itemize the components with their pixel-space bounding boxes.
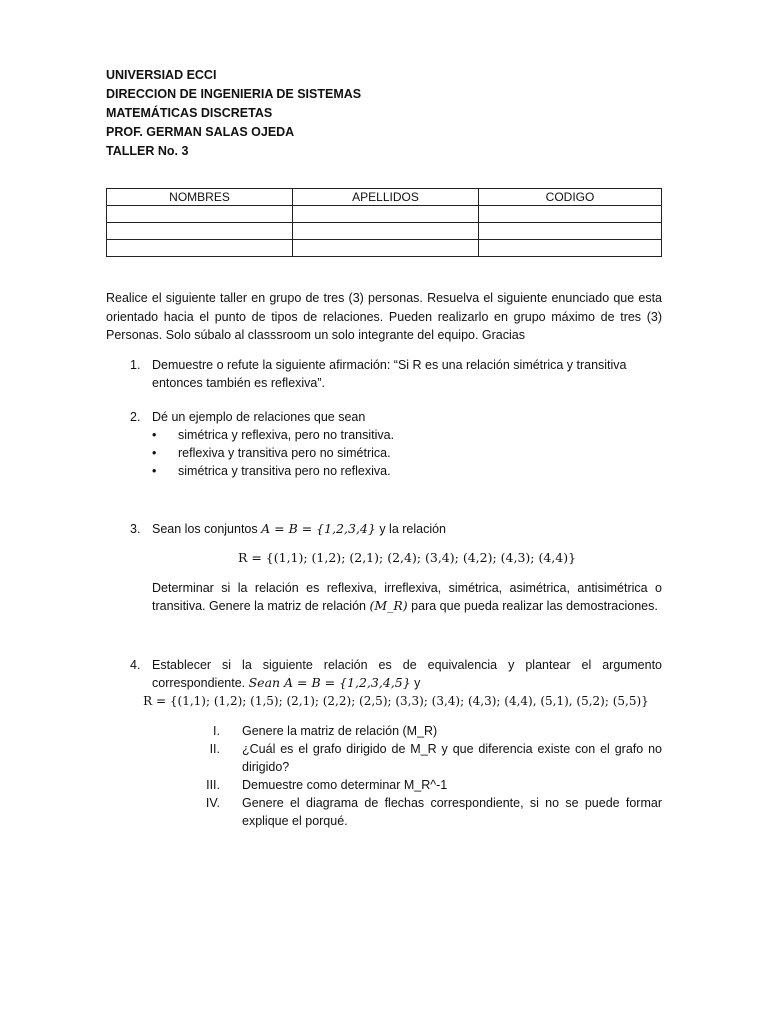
bullet-icon: • bbox=[152, 464, 157, 478]
table-cell[interactable] bbox=[479, 240, 662, 257]
question-text: Dé un ejemplo de relaciones que sean bbox=[152, 410, 366, 424]
relation-formula: R = {(1,1); (1,2); (2,1); (2,4); (3,4); (4,2); (4,3); (4,4)} bbox=[237, 550, 577, 565]
university-name: UNIVERSIAD ECCI bbox=[106, 68, 217, 82]
table-cell[interactable] bbox=[107, 240, 293, 257]
subquestion-item bbox=[130, 722, 662, 740]
list-item: • simétrica y reflexiva, pero no transitiva. bbox=[152, 428, 395, 442]
question-3 bbox=[130, 520, 662, 615]
bullet-icon: • bbox=[152, 446, 157, 460]
column-header-apellidos: APELLIDOS bbox=[293, 189, 479, 206]
question-text: Sean los conjuntos A = B = {1,2,3,4} y la relación bbox=[152, 521, 447, 536]
sets-formula: A = B = {1,2,3,4} bbox=[261, 521, 376, 536]
table-row bbox=[107, 240, 662, 257]
question-text: Establecer si la siguiente relación es de equivalencia y plantear el argumento correspondiente. Sean A = B = {1,2,3,4,5} y bbox=[152, 658, 662, 690]
table-cell[interactable] bbox=[293, 223, 479, 240]
bullet-list bbox=[130, 426, 662, 480]
list-item: • simétrica y transitiva pero no reflexiva. bbox=[152, 464, 391, 478]
subquestion-number: I. bbox=[213, 724, 220, 738]
document-header bbox=[106, 66, 361, 161]
question-number: 2. bbox=[130, 410, 141, 424]
table-cell[interactable] bbox=[107, 206, 293, 223]
subquestion-text: Genere la matriz de relación (M_R) bbox=[242, 724, 438, 738]
department-name: DIRECCION DE INGENIERIA DE SISTEMAS bbox=[106, 87, 362, 101]
subquestion-item bbox=[130, 794, 662, 830]
sets-formula: Sean A = B = {1,2,3,4,5} bbox=[248, 675, 411, 690]
question-number: 3. bbox=[130, 522, 141, 536]
subquestion-number: II. bbox=[209, 742, 220, 756]
table-cell[interactable] bbox=[293, 240, 479, 257]
table-cell[interactable] bbox=[293, 206, 479, 223]
professor-name: PROF. GERMAN SALAS OJEDA bbox=[106, 125, 295, 139]
subquestion-item bbox=[130, 740, 662, 776]
column-header-codigo: CODIGO bbox=[479, 189, 662, 206]
subquestion-list bbox=[130, 722, 662, 830]
table-cell[interactable] bbox=[107, 223, 293, 240]
question-2 bbox=[130, 408, 662, 480]
subquestion-number: III. bbox=[206, 778, 220, 792]
subquestion-number: IV. bbox=[205, 796, 220, 810]
subquestion-text: ¿Cuál es el grafo dirigido de M_R y que diferencia existe con el grafo no dirigido? bbox=[242, 742, 662, 774]
workshop-title: TALLER No. 3 bbox=[106, 144, 189, 158]
table-cell[interactable] bbox=[479, 206, 662, 223]
bullet-icon: • bbox=[152, 428, 157, 442]
table-row bbox=[107, 206, 662, 223]
subquestion-text: Genere el diagrama de flechas correspondiente, si no se puede formar explique el porqué. bbox=[242, 796, 662, 828]
matrix-symbol: (M_R) bbox=[369, 598, 408, 613]
subquestion-item bbox=[130, 776, 662, 794]
question-detail: Determinar si la relación es reflexiva, irreflexiva, simétrica, asimétrica, antisimétrica o transitiva. Genere la matriz de relación (M_R) para que pueda realizar las demostraciones. bbox=[152, 581, 662, 613]
question-4 bbox=[130, 656, 662, 830]
question-text: Demuestre o refute la siguiente afirmación: “Si R es una relación simétrica y transitiva entonces también es reflexiva”. bbox=[152, 358, 627, 390]
list-item: • reflexiva y transitiva pero no simétrica. bbox=[152, 446, 391, 460]
subquestion-text: Demuestre como determinar M_R^-1 bbox=[242, 778, 448, 792]
table-header-row bbox=[107, 189, 662, 206]
table-row bbox=[107, 223, 662, 240]
instructions-paragraph: Realice el siguiente taller en grupo de tres (3) personas. Resuelva el siguiente enunciado que esta orientado hacia el punto de tipos de relaciones. Pueden realizarlo en grupo máximo de tres (3) Personas. Solo súbalo al classsroom un solo integrante del equipo. Gracias bbox=[106, 291, 662, 342]
student-table bbox=[106, 188, 662, 257]
column-header-nombres: NOMBRES bbox=[107, 189, 293, 206]
question-1 bbox=[130, 356, 662, 392]
course-name: MATEMÁTICAS DISCRETAS bbox=[106, 106, 273, 120]
question-number: 1. bbox=[130, 358, 141, 372]
table-cell[interactable] bbox=[479, 223, 662, 240]
question-number: 4. bbox=[130, 658, 141, 672]
relation-formula: R = {(1,1); (1,2); (1,5); (2,1); (2,2); (2,5); (3,3); (3,4); (4,3); (4,4), (5,1), (5,2); (5,5)} bbox=[143, 694, 649, 708]
